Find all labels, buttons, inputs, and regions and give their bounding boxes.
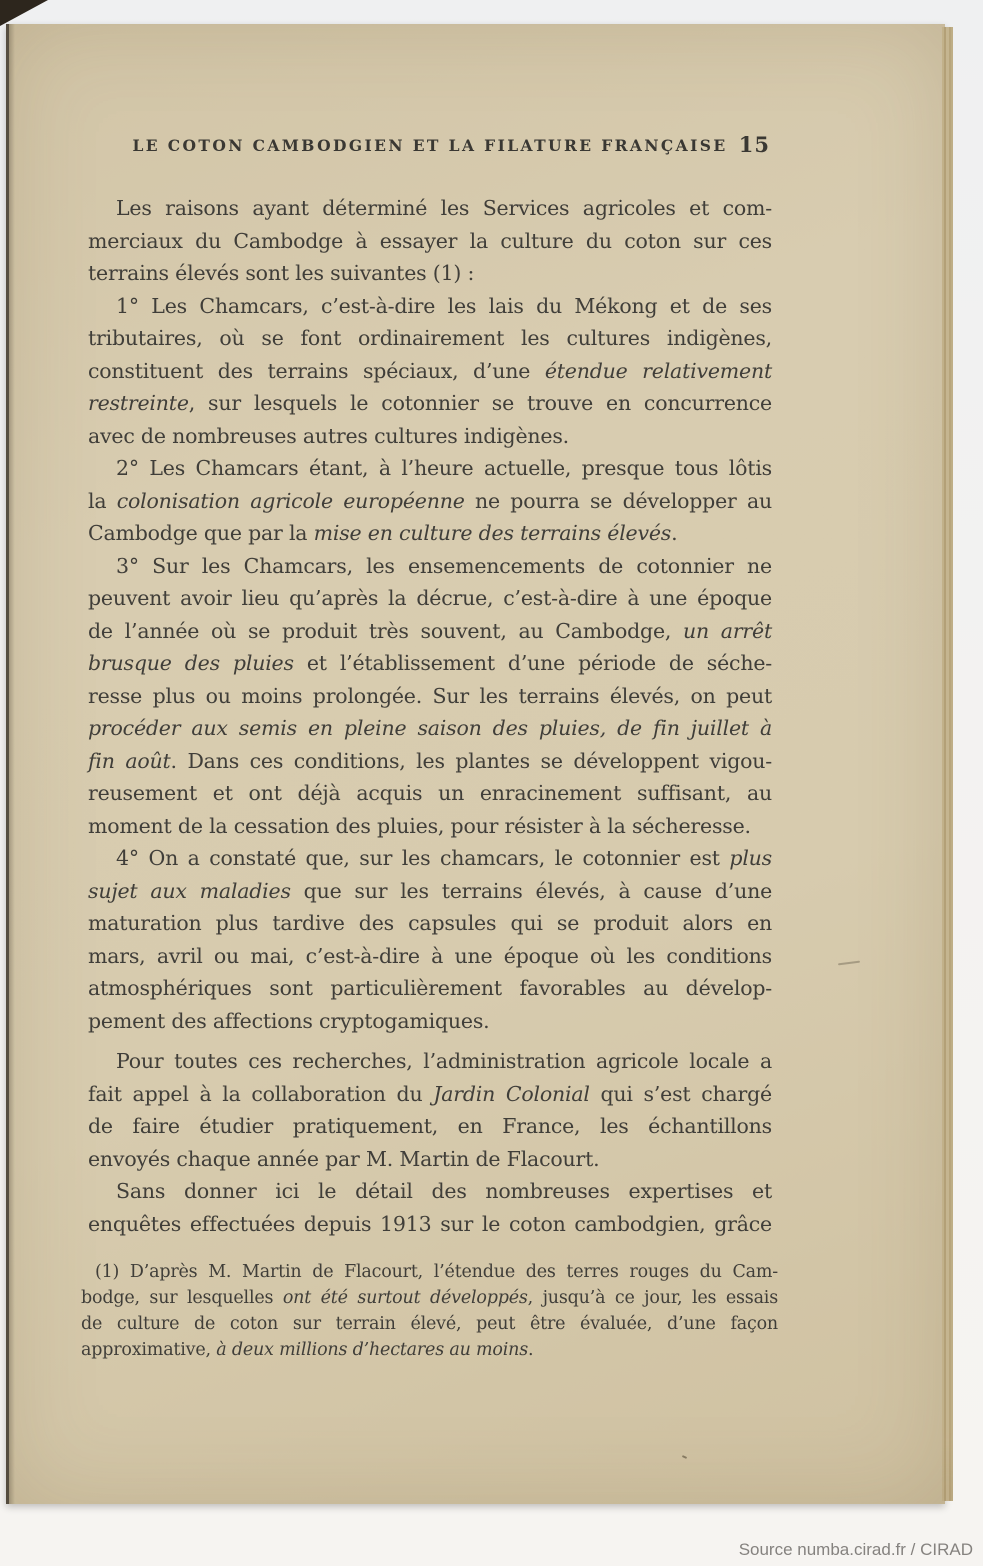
- page-number: 15: [738, 132, 770, 157]
- text-run: 1° Les Chamcars, c’est-à-dire les lais du Mékong et de ses: [116, 293, 772, 318]
- text-run: fait appel à la collaboration du: [88, 1081, 434, 1106]
- text-line: [88, 777, 772, 810]
- text-run: resse plus ou moins prolongée. Sur les terrains élevés, on peut: [88, 683, 772, 708]
- text-line: [81, 1311, 778, 1337]
- text-line: [88, 1175, 772, 1208]
- text-line: [81, 1337, 778, 1363]
- text-line: [81, 1259, 778, 1285]
- running-header: [88, 132, 772, 157]
- italic-text-run: ont été surtout développés: [282, 1288, 528, 1308]
- text-line: [88, 1078, 772, 1111]
- page-text-column: [81, 192, 778, 1363]
- text-run: . Dans ces conditions, les plantes se développent vigou-: [170, 748, 772, 773]
- text-run: et l’établissement d’une période de séche-: [293, 651, 772, 675]
- text-run: envoyés chaque année par M. Martin de Flacourt.: [88, 1146, 600, 1171]
- text-run: de l’année où se produit très souvent, au Cambodge,: [88, 618, 683, 643]
- text-line: [88, 615, 772, 648]
- italic-text-run: Jardin Colonial: [433, 1081, 590, 1106]
- text-line: [88, 550, 772, 583]
- text-line: [88, 290, 772, 323]
- text-line: [88, 192, 772, 225]
- text-run: terrains élevés sont les suivantes (1) :: [88, 261, 475, 285]
- text-run: Pour toutes ces recherches, l’administration agricole locale a: [116, 1049, 772, 1073]
- text-line: [88, 387, 772, 420]
- text-run: pement des affections cryptogamiques.: [88, 1008, 490, 1033]
- italic-text-run: procéder aux semis en pleine saison des pluies, de fin juillet à: [88, 716, 772, 740]
- italic-text-run: sujet aux maladies: [88, 878, 291, 903]
- text-run: 4° On a constaté que, sur les chamcars, le cotonnier est: [116, 846, 730, 870]
- text-run: atmosphériques sont particulièrement favorables au dévelop-: [88, 976, 772, 1000]
- italic-text-run: restreinte: [88, 391, 189, 415]
- text-line: [88, 972, 772, 1005]
- text-line: [88, 712, 772, 745]
- text-run: 3° Sur les Chamcars, les ensemencements de cotonnier ne: [116, 553, 772, 578]
- italic-text-run: colonisation agricole européenne: [116, 488, 465, 513]
- book-page: [6, 24, 945, 1504]
- text-run: .: [528, 1340, 534, 1360]
- text-run: ne pourra se développer au: [464, 488, 772, 513]
- paragraph: [88, 192, 772, 290]
- text-run: , sur lesquels le cotonnier se trouve en concurrence: [188, 391, 772, 415]
- text-run: , jusqu’à ce jour, les essais: [527, 1288, 778, 1308]
- text-run: enquêtes effectuées depuis 1913 sur le coton cambodgien, grâce: [88, 1211, 772, 1236]
- italic-text-run: à deux millions d’hectares au moins: [216, 1340, 528, 1360]
- text-line: [88, 485, 772, 518]
- text-line: [88, 225, 772, 258]
- text-line: [88, 810, 772, 843]
- text-line: [88, 1005, 772, 1038]
- text-line: [88, 1208, 772, 1241]
- text-run: de culture de coton sur terrain élevé, peut être évaluée, d’une façon: [81, 1314, 778, 1334]
- text-run: (1) D’après M. Martin de Flacourt, l’étendue des terres rouges du Cam-: [95, 1262, 778, 1282]
- paragraph: [88, 452, 772, 550]
- text-run: qui s’est chargé: [589, 1081, 772, 1106]
- text-run: reusement et ont déjà acquis un enracinement suffisant, au: [88, 781, 772, 805]
- text-run: de faire étudier pratiquement, en France, les échantillons: [88, 1114, 772, 1138]
- italic-text-run: un arrêt: [683, 618, 773, 643]
- text-line: [88, 680, 772, 713]
- text-line: [88, 582, 772, 615]
- text-line: [88, 517, 772, 550]
- italic-text-run: fin août: [88, 748, 171, 773]
- text-run: tributaires, où se font ordinairement les cultures indigènes,: [88, 326, 772, 350]
- book-page-edges: [942, 27, 953, 1501]
- text-run: que sur les terrains élevés, à cause d’une: [290, 878, 773, 903]
- paragraph: [88, 1045, 772, 1175]
- text-run: constituent des terrains spéciaux, d’une: [88, 358, 545, 383]
- text-run: mars, avril ou mai, c’est-à-dire à une époque où les conditions: [88, 943, 772, 968]
- text-line: [88, 842, 772, 875]
- text-run: Les raisons ayant déterminé les Services agricoles et com-: [116, 196, 772, 220]
- text-run: bodge, sur lesquelles: [81, 1288, 283, 1308]
- text-run: Sans donner ici le détail des nombreuses expertises et: [116, 1179, 772, 1203]
- text-line: [88, 745, 772, 778]
- text-line: [88, 907, 772, 940]
- left-page-edge-shadow: [9, 24, 15, 1504]
- italic-text-run: mise en culture des terrains élevés: [313, 521, 672, 545]
- paragraph: [88, 550, 772, 843]
- text-line: [88, 420, 772, 453]
- paragraph: [88, 842, 772, 1037]
- body-paragraphs: [88, 192, 772, 1240]
- text-run: maturation plus tardive des capsules qui se produit alors en: [88, 911, 772, 935]
- text-line: [88, 452, 772, 485]
- text-line: [88, 875, 772, 908]
- text-line: [88, 940, 772, 973]
- text-line: [81, 1285, 778, 1311]
- text-line: [88, 1110, 772, 1143]
- header-title: LE COTON CAMBODGIEN ET LA FILATURE FRANÇAISE: [132, 136, 728, 155]
- italic-text-run: étendue relativement: [544, 358, 772, 383]
- text-run: approximative,: [81, 1340, 217, 1360]
- text-run: avec de nombreuses autres cultures indigènes.: [88, 423, 569, 448]
- paragraph: [88, 1175, 772, 1240]
- paragraph: [88, 290, 772, 453]
- source-attribution: Source numba.cirad.fr / CIRAD: [738, 1540, 973, 1559]
- text-line: [88, 355, 772, 388]
- footnote: [81, 1259, 778, 1363]
- text-run: moment de la cessation des pluies, pour résister à la sécheresse.: [88, 813, 751, 838]
- text-run: la: [88, 488, 117, 513]
- text-line: [88, 1045, 772, 1078]
- italic-text-run: brusque des pluies: [88, 651, 294, 675]
- text-line: [88, 322, 772, 355]
- text-line: [88, 1143, 772, 1176]
- text-run: merciaux du Cambodge à essayer la culture du coton sur ces: [88, 228, 772, 253]
- text-run: .: [671, 521, 678, 545]
- text-run: 2° Les Chamcars étant, à l’heure actuelle, presque tous lôtis: [116, 456, 772, 480]
- text-line: [88, 257, 772, 290]
- text-line: [88, 647, 772, 680]
- text-run: peuvent avoir lieu qu’après la décrue, c’est-à-dire à une époque: [88, 586, 772, 610]
- text-run: Cambodge que par la: [88, 521, 314, 545]
- corner-shadow-wedge: [0, 0, 48, 26]
- italic-text-run: plus: [729, 846, 772, 870]
